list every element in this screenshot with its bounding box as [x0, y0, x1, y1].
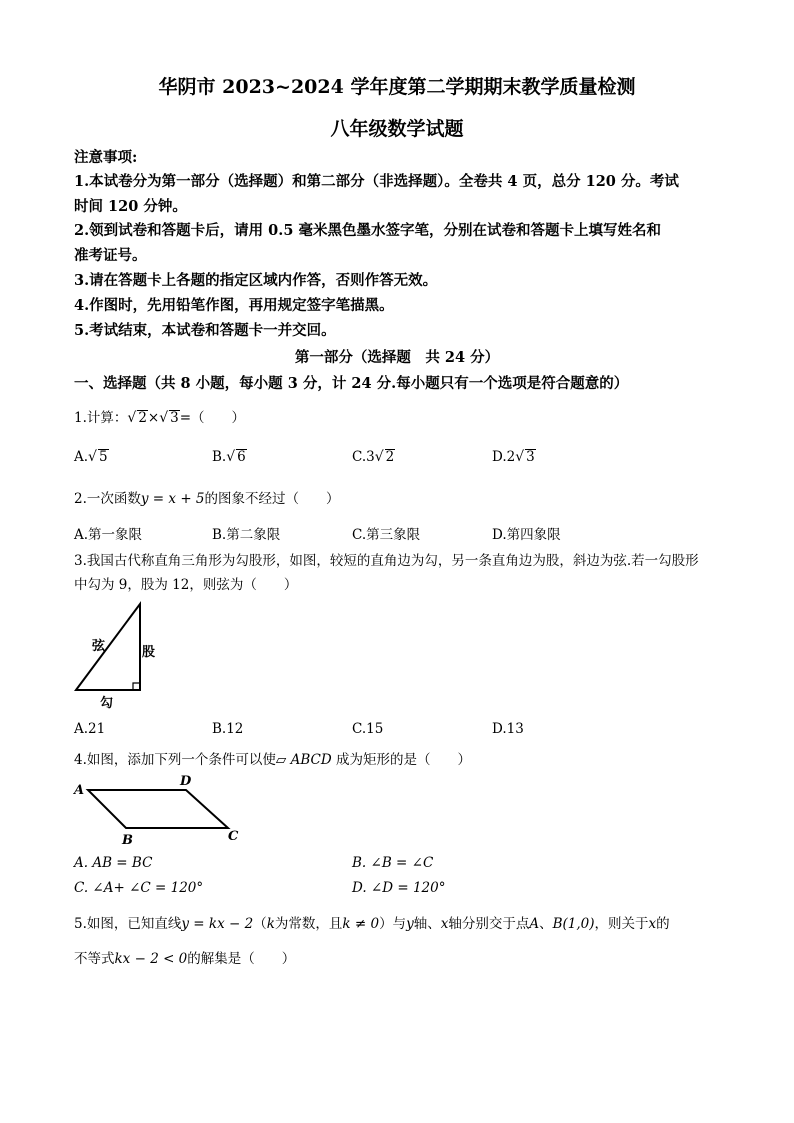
question-5-line-2: 不等式kx − 2 < 0的解集是（ ） — [74, 951, 296, 967]
parallelogram-symbol: ▱ — [275, 752, 287, 768]
q4-figure-name: ABCD — [290, 752, 332, 768]
sqrt-symbol: √ — [127, 410, 137, 426]
q4-option-d: D. ∠D = 120° — [352, 880, 446, 896]
question-3-line-2: 中勾为 9，股为 12，则弦为（ ） — [74, 577, 298, 593]
exam-title: 华阴市 2023~2024 学年度第二学期期末教学质量检测 — [158, 76, 636, 98]
question-4: 4.如图，添加下列一个条件可以使▱ ABCD 成为矩形的是（ ） — [74, 752, 471, 768]
q2-option-c: C.第三象限 — [352, 527, 421, 543]
section-one-heading: 一、选择题（共 8 小题，每小题 3 分，计 24 分.每小题只有一个选项是符合题意的） — [74, 375, 629, 392]
q1-radicand-2: 3 — [170, 410, 179, 426]
parallelogram-figure — [70, 770, 250, 848]
sqrt-symbol: √ — [159, 410, 169, 426]
q2-option-a: A.第一象限 — [74, 527, 143, 543]
q2-expression: y = x + 5 — [140, 491, 205, 507]
notes-line: 5.考试结束，本试卷和答题卡一并交回。 — [74, 322, 336, 339]
notes-line: 时间 120 分钟。 — [74, 198, 187, 215]
vertex-c-label: C — [228, 829, 239, 844]
q1-times: × — [147, 410, 160, 426]
q2-option-d: D.第四象限 — [492, 527, 561, 543]
notes-line: 3.请在答题卡上各题的指定区域内作答，否则作答无效。 — [74, 272, 438, 289]
exam-subtitle: 八年级数学试题 — [330, 118, 464, 140]
notes-heading: 注意事项: — [74, 149, 138, 166]
q3-option-d: D.13 — [492, 721, 524, 737]
notes-line: 4.作图时，先用铅笔作图，再用规定签字笔描黑。 — [74, 297, 394, 314]
question-1 — [74, 406, 245, 426]
vertex-a-label: A — [74, 783, 85, 798]
notes-line: 1.本试卷分为第一部分（选择题）和第二部分（非选择题）。全卷共 4 页，总分 120 分。考试 — [74, 173, 679, 190]
q1-suffix: =（ ） — [179, 410, 246, 426]
q4-option-b: B. ∠B = ∠C — [352, 855, 434, 871]
q1-radicand-1: 2 — [138, 410, 147, 426]
q1-option-b: B.√ 6 — [212, 449, 246, 465]
vertex-b-label: B — [122, 833, 133, 848]
triangle-shape — [76, 604, 140, 690]
q1-option-c: C.3√ 2 — [352, 449, 395, 465]
q1-option-d: D.2√ 3 — [492, 449, 535, 465]
q3-option-b: B.12 — [212, 721, 244, 737]
right-angle-mark — [133, 683, 140, 690]
question-5-line-1: 5.如图，已知直线y = kx − 2（k为常数，且k ≠ 0）与y轴、x轴分别交于点A、B(1,0)，则关于x的 — [74, 916, 670, 932]
part-one-heading: 第一部分（选择题 共 24 分） — [294, 349, 500, 366]
q1-option-a: A.√ 5 — [74, 449, 108, 465]
question-2: 2.一次函数y = x + 5的图象不经过（ ） — [74, 491, 340, 507]
q4-option-c: C. ∠A+ ∠C = 120° — [74, 880, 204, 896]
parallelogram-shape — [88, 790, 228, 828]
label-hypotenuse: 弦 — [92, 639, 106, 654]
q1-prefix: 1.计算： — [74, 410, 128, 426]
notes-line: 2.领到试卷和答题卡后，请用 0.5 毫米黑色墨水签字笔，分别在试卷和答题卡上填写姓名和 — [74, 222, 661, 239]
question-3-line-1: 3.我国古代称直角三角形为勾股形，如图，较短的直角边为勾，另一条直角边为股，斜边为弦.若一勾股形 — [74, 553, 699, 569]
label-short-leg: 勾 — [100, 696, 114, 710]
q2-option-b: B.第二象限 — [212, 527, 281, 543]
vertex-d-label: D — [180, 774, 192, 789]
notes-line: 准考证号。 — [74, 247, 147, 264]
q3-option-c: C.15 — [352, 721, 384, 737]
label-long-leg: 股 — [142, 645, 156, 660]
q4-option-a: A. AB = BC — [74, 855, 153, 871]
right-triangle-figure — [70, 600, 160, 710]
q3-option-a: A.21 — [74, 721, 106, 737]
